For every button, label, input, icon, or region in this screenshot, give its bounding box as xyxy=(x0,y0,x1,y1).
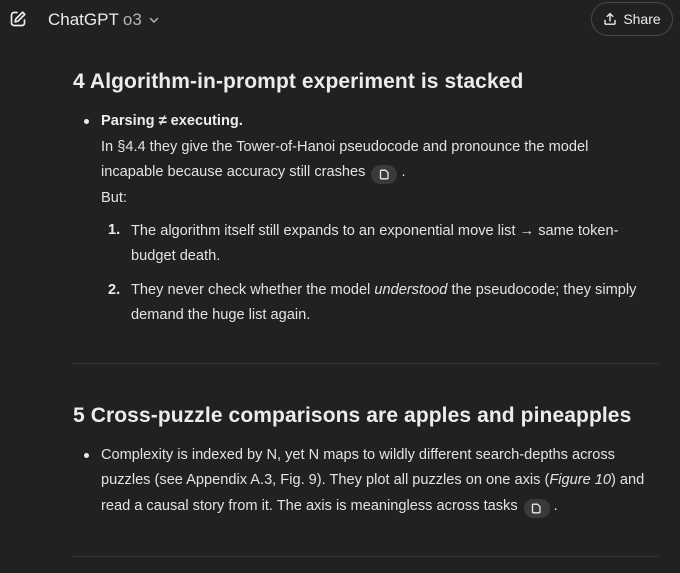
top-bar xyxy=(0,0,680,38)
section-heading: 5 Cross-puzzle comparisons are apples and pineapples xyxy=(73,404,632,427)
paragraph-text: puzzles (see Appendix A.3, Fig. 9). They plot all puzzles on one axis ( xyxy=(101,472,550,488)
document-icon xyxy=(379,169,390,180)
share-button[interactable] xyxy=(591,2,673,36)
paragraph-text: . xyxy=(401,164,406,180)
section-divider xyxy=(73,363,659,364)
paragraph-line: But: xyxy=(101,190,127,206)
bullet-heading: Parsing ≠ executing. xyxy=(101,113,243,129)
paragraph-line xyxy=(101,493,558,519)
section-divider xyxy=(73,556,659,557)
bullet-marker xyxy=(84,453,89,458)
paragraph-line: In §4.4 they give the Tower-of-Hanoi pseudocode and pronounce the model xyxy=(101,139,589,155)
list-item-line: budget death. xyxy=(131,248,221,264)
paragraph-text: incapable because accuracy still crashes xyxy=(101,164,366,180)
list-number: 1. xyxy=(108,222,121,238)
paragraph-text: . xyxy=(553,498,558,514)
citation-button[interactable] xyxy=(371,165,397,184)
citation-button[interactable] xyxy=(524,499,550,518)
model-name: ChatGPT xyxy=(48,10,119,29)
document-icon xyxy=(531,503,542,514)
list-number: 2. xyxy=(108,282,121,298)
list-item-line: demand the huge list again. xyxy=(131,307,311,323)
share-label: Share xyxy=(623,11,661,27)
model-version: o3 xyxy=(122,10,142,29)
list-item-text: the pseudocode; they simply xyxy=(447,282,637,298)
bullet-marker xyxy=(84,119,89,124)
chevron-down-icon xyxy=(148,14,160,26)
paragraph-line xyxy=(101,159,406,185)
paragraph-text: ) and xyxy=(611,472,645,488)
list-item-line: The algorithm itself still expands to an exponential move list → same token- xyxy=(131,223,619,239)
paragraph-text: read a causal story from it. The axis is meaningless across tasks xyxy=(101,498,518,514)
paragraph-line xyxy=(101,467,644,493)
list-item-line xyxy=(131,277,636,303)
upload-icon xyxy=(603,12,617,26)
list-item-text: They never check whether the model xyxy=(131,282,375,298)
emphasis-text: understood xyxy=(374,282,448,298)
model-selector[interactable] xyxy=(48,9,160,31)
new-chat-icon[interactable] xyxy=(9,10,27,28)
section-heading: 4 Algorithm-in-prompt experiment is stacked xyxy=(73,70,524,93)
paragraph-line: Complexity is indexed by N, yet N maps to wildly different search-depths across xyxy=(101,447,615,463)
emphasis-text: Figure 10 xyxy=(549,472,611,488)
